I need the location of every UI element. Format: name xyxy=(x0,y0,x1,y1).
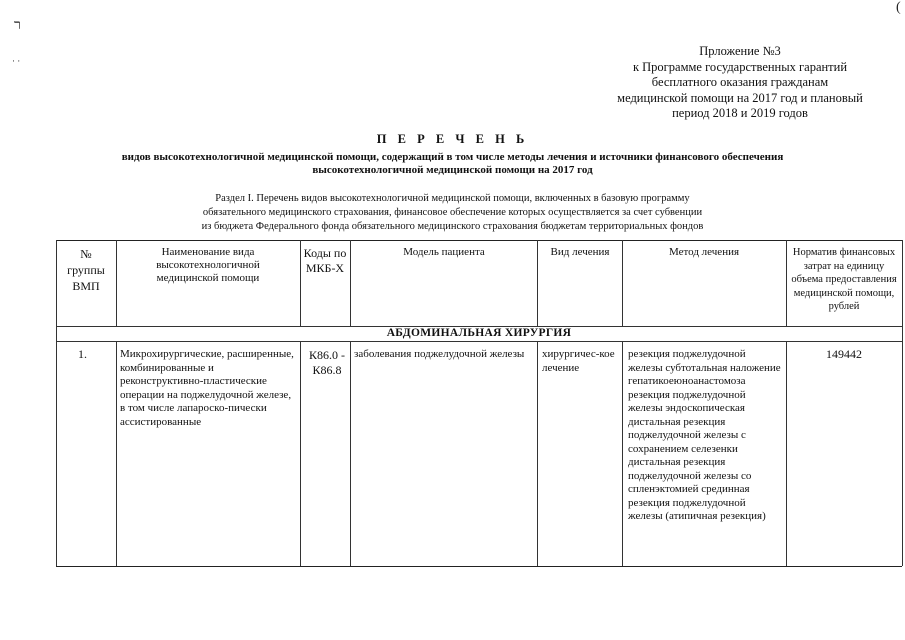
header-treatment-method: Метод лечения xyxy=(668,246,740,258)
document-subtitle xyxy=(0,151,905,177)
col-border xyxy=(622,341,623,566)
col-border xyxy=(350,341,351,566)
annex-line: Прложение №3 xyxy=(699,44,781,58)
annex-line: бесплатного оказания гражданам xyxy=(651,75,829,89)
subtitle-line: видов высокотехнологичной медицинской помощи, содержащий в том числе методы лечения и источники финансового обеспечения xyxy=(121,151,784,163)
group-row-border xyxy=(56,341,902,342)
header-codes: Коды по МКБ-X xyxy=(303,246,347,275)
cell-name: Микрохирургические, расширенные, комбинированные и реконструктивно-пластические операции на поджелудочной железе, в том числе лапароско-пически ассистированные xyxy=(120,348,294,428)
cell-group-number: 1. xyxy=(78,347,87,361)
cell-patient-model: заболевания поджелудочной железы xyxy=(354,348,525,360)
header-group-number: № группы ВМП xyxy=(67,247,105,293)
col-border xyxy=(116,341,117,566)
cell-treatment-method: резекция поджелудочной железы субтотальная наложение гепатикоеюноанастомоза резекция поджелудочной железы эндоскопическая дистальная резекция поджелудочной железы с сохранением селезенки дистальная резекция поджелудочной железы со спленэктомией срединная резекция поджелудочной железы (атипичная резекция) xyxy=(628,348,781,522)
col-border xyxy=(300,240,301,326)
col-border xyxy=(786,341,787,566)
annex-line: медицинской помощи на 2017 год и плановый xyxy=(617,90,863,105)
header-cost-norm: Норматив финансовых затрат на единицу объема предоставления медицинской помощи, рублей xyxy=(791,247,897,312)
document-heading: П Е Р Е Ч Е Н Ь xyxy=(376,132,529,146)
col-border xyxy=(56,240,57,566)
annex-header xyxy=(580,44,900,122)
col-border xyxy=(350,240,351,326)
cell-cost-norm: 149442 xyxy=(826,347,862,361)
cell-codes: К86.0 - К86.8 xyxy=(309,348,345,377)
table-bottom-border xyxy=(56,566,902,567)
col-border xyxy=(116,240,117,326)
scan-mark-dots: · · xyxy=(12,56,21,66)
col-border xyxy=(622,240,623,326)
section-line: из бюджета Федерального фонда обязательного медицинского страхования бюджетам территориальных фондов xyxy=(201,221,704,232)
col-border xyxy=(537,341,538,566)
subtitle-line: высокотехнологичной медицинской помощи на 2017 год xyxy=(312,164,593,176)
section-line: Раздел I. Перечень видов высокотехнологичной медицинской помощи, включенных в базовую программу xyxy=(215,193,690,204)
col-border xyxy=(786,240,787,326)
section-caption xyxy=(0,192,905,234)
section-line: обязательного медицинского страхования, финансовое обеспечение которых осуществляется за счет субвенции xyxy=(202,207,703,218)
table-top-border xyxy=(56,240,902,241)
col-border xyxy=(300,341,301,566)
scan-mark-top-right: ( xyxy=(896,0,901,15)
col-border xyxy=(537,240,538,326)
annex-line: к Программе государственных гарантий xyxy=(632,59,848,74)
group-label: АБДОМИНАЛЬНАЯ ХИРУРГИЯ xyxy=(386,327,572,339)
header-name: Наименование вида высокотехнологичной медицинской помощи xyxy=(156,246,260,284)
col-border xyxy=(902,240,903,566)
annex-line: период 2018 и 2019 годов xyxy=(672,106,808,120)
cell-treatment-type: хирургичес-кое лечение xyxy=(542,348,615,374)
header-treatment-type: Вид лечения xyxy=(550,246,610,258)
header-patient-model: Модель пациента xyxy=(403,246,485,258)
scan-mark-top-left: ר xyxy=(14,18,21,33)
